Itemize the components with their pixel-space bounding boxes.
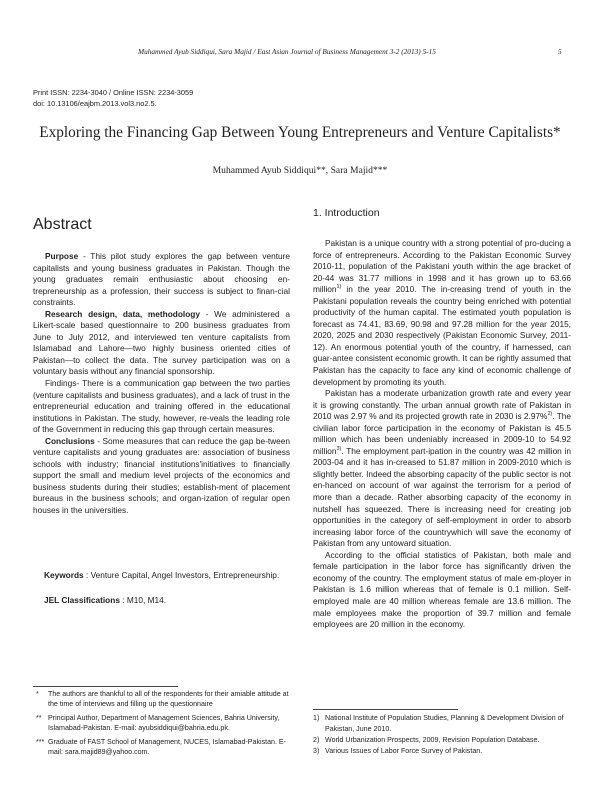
design-label: Research design, data, methodology: [45, 308, 200, 319]
issn-block: [33, 87, 193, 109]
footnote-text: National Institute of Population Studies, Planning & Development Division of Pakistan, June 2010.: [325, 714, 564, 733]
intro-paragraph-3: According to the official statistics of Pakistan, both male and female participation in the labor force has significantly driven the economy of the country. The employment status of male em-ployer in Pakistan is 1.6 million whereas that of female is 0.1 million. Self-employed male are 40 million whereas female are 13.6 million. The male employees make the proportion of 39.7 million and female employees are 20 million in the economy.: [313, 549, 571, 630]
conclusions-text: - Some measures that can reduce the gap be-tween venture capitalists and young graduates are: association of business schools with industry; financial institutions'initiatives to financially support the small and medium level projects of the economics and business students during their studies; establish-ment of placement bureaus in the business schools; and organ-ization of regular open houses in the universities.: [33, 435, 290, 516]
abstract-findings: Findings- There is a communication gap between the two parties (venture capitalists and business graduates), and a lack of trust in the entrepreneurial education and training offered in the educational institutions in Pakistan. The study, however, re-veals the leading role of the Government in reducing this gap through certain measures.: [33, 378, 290, 435]
jel-line: [44, 595, 166, 605]
intro-p1-text-cont: in the year 2010. The in-creasing trend of youth in the Pakistani population reveals the country being enriched with potential productivity of the human capital. The estimated youth population is forecast as 74.41, 83.69, 90.98 and 97.28 million for the year 2015, 2020, 2025 and 2030 respectively (Pakistan Economic Survey, 2011-12). An enormous potential youth of the country, if harnessed, can guar-antee consistent economic growth. It can be rightly assumed that Pakistan has the capacity to face any kind of economic challenge of development by promoting its youth.: [313, 284, 571, 387]
footnote-text: Various Issues of Labor Force Survey of Pakistan.: [325, 747, 483, 755]
conclusions-label: Conclusions: [45, 435, 95, 446]
intro-p2-text-end: . The employment part-ipation in the country was 42 million in 2003-04 and it has in-creased to 51.87 million in 2009-2010 which is slightly better. Indeed the absorbing capacity of the public sector is not en-hanced on account of war against the terrorism for a period of more than a decade. Rather absorbing capacity of the economy in nutshell has squeezed. There is increasing need for creating job opportunities in the category of self-employment in order to absorb increasing labor force of the countrywhich will save the economy of Pakistan from any untoward situation.: [313, 445, 571, 549]
intro-paragraph-2: [313, 388, 571, 550]
intro-p2-text: Pakistan has a moderate urbanization growth rate and every year it is growing constantly. The urban annual growth rate of Pakistan in 2010 was 2.97 % and its projected growth rate in 2030 is 2.97%: [313, 388, 571, 422]
intro-paragraph-1: [313, 238, 571, 388]
footnote-ref: 3): [336, 446, 342, 453]
issn-line: Print ISSN: 2234-3040 / Online ISSN: 2234-3059: [33, 88, 194, 97]
footnote-text: The authors are thankful to all of the respondents for their amiable attitude at the time of interviews and filling up the questionnaire: [48, 690, 289, 709]
footnote-principal-author: [36, 713, 293, 734]
keywords-line: [44, 570, 279, 580]
paper-title: Exploring the Financing Gap Between Young Entrepreneurs and Venture Capitalists*: [39, 124, 561, 141]
introduction-heading: 1. Introduction: [313, 207, 380, 219]
abstract-heading: Abstract: [33, 216, 92, 233]
section-footnotes: [313, 713, 578, 757]
running-head-text: Muhammed Ayub Siddiqui, Sara Majid / East Asian Journal of Business Management 3-2 (2013) 5-15: [138, 47, 436, 56]
jel-text: : M10, M14.: [119, 595, 167, 605]
section-footnote-divider: [313, 709, 458, 710]
paper-authors: Muhammed Ayub Siddiqui**, Sara Majid***: [212, 165, 388, 176]
section-footnote: [313, 746, 578, 757]
footnote-text: Graduate of FAST School of Management, NUCES, Islamabad-Pakistan. E-mail: sara.majid89@yahoo.com.: [48, 738, 287, 757]
abstract-body: [33, 251, 290, 517]
running-head: [0, 47, 600, 61]
footnote-number: 2): [313, 736, 320, 744]
introduction-body: [313, 238, 571, 631]
footnote-divider: [33, 686, 178, 687]
intro-p1-text: Pakistan is a unique country with a strong potential of pro-ducing a force of entrepreneurs. According to the Pakistan Economic Survey 2010-11, population of the Pakistani youth within the age bracket of 20-44 was 31.77 millions in 1998 and it has grown up to 63.66 million: [313, 238, 571, 295]
footnote-mark: *: [36, 690, 39, 698]
abstract-design: [33, 309, 290, 378]
abstract-purpose: [33, 251, 290, 309]
design-text: - We administered a Likert-scale based questionnaire to 200 business graduates from June to July 2012, and interviewed ten venture capitalists from Islamabad and Lahore—two highly business oriented cities of Pakistan—to collect the data. The survey participation was on a voluntary basis without any financial sponsorship.: [33, 308, 290, 377]
section-footnote: [313, 713, 578, 735]
keywords-label: Keywords: [44, 570, 84, 580]
footnote-text: World Urbanization Prospects, 2009, Revision Population Database.: [325, 736, 540, 744]
footnote-number: 1): [313, 714, 320, 722]
footnote-text: Principal Author, Department of Management Sciences, Bahria University, Islamabad-Pakistan. E-mail: ayubsiddiqui@bahria.edu.pk.: [48, 714, 280, 733]
jel-label: JEL Classifications: [44, 595, 120, 605]
section-footnote: [313, 735, 578, 746]
footnote-mark: **: [36, 714, 42, 722]
footnote-ref: 1): [336, 284, 342, 291]
purpose-label: Purpose: [45, 251, 79, 261]
footnote-acknowledgement: [36, 689, 293, 710]
keywords-text: : Venture Capital, Angel Investors, Entrepreneurship.: [83, 570, 280, 580]
intro-p2-text-cont: . The civilian labor force participation in the economy of Pakistan is 45.5 million which has been undeniably increased in 2009-10 to 54.92 million: [313, 411, 571, 456]
footnote-number: 3): [313, 747, 320, 755]
abstract-conclusions: [33, 436, 290, 517]
footnote-ref: 2): [547, 411, 553, 418]
doi-line: doi: 10.13106/eajbm.2013.vol3.no2.5.: [33, 99, 157, 108]
footnote-graduate-author: [36, 737, 293, 758]
page-number: 5: [558, 47, 562, 56]
footnote-mark: ***: [36, 738, 45, 746]
purpose-text: - This pilot study explores the gap between venture capitalists and young business graduates in Pakistan. Though the young graduates remain enthusiastic about choosing en-trepreneurship as a profession, their success is subject to finan-cial constraints.: [33, 251, 290, 308]
